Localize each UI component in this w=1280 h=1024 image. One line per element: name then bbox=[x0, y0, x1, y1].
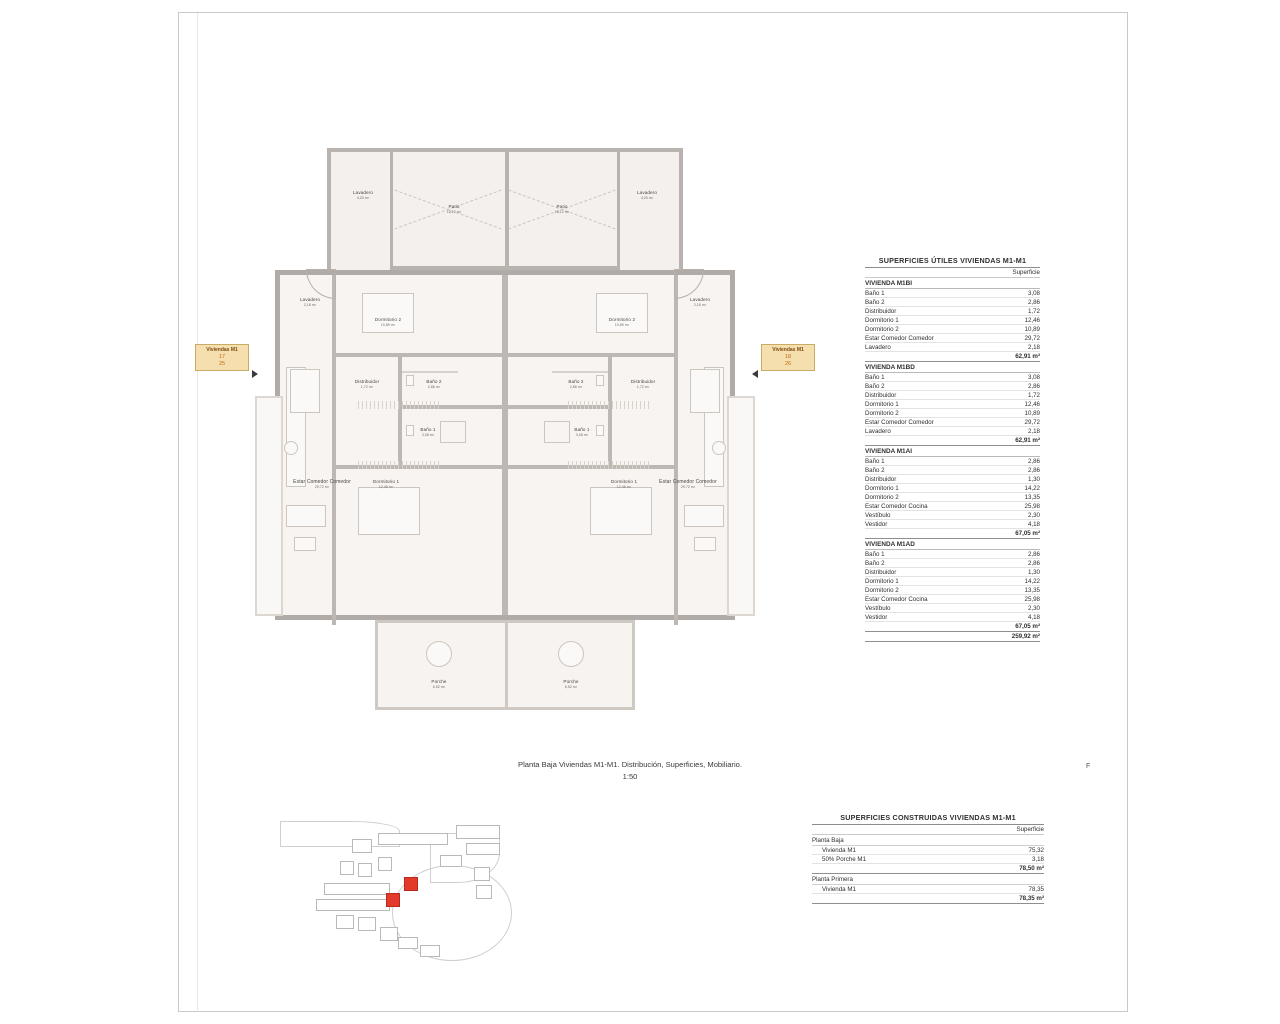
table-cell-label: Dormitorio 2 bbox=[865, 586, 899, 594]
table-cell-value: 75,32 bbox=[1028, 846, 1044, 854]
entry-arrow-left bbox=[252, 370, 258, 378]
table-construidas-section-header: Planta Baja bbox=[812, 835, 1044, 846]
table-row bbox=[865, 298, 1040, 307]
table-row bbox=[812, 885, 1044, 894]
table-cell-value: 2,86 bbox=[1027, 466, 1040, 474]
table-cell-label: Vestidor bbox=[865, 613, 888, 621]
label-lavadero-far-left: Lavadero 4,20 m² bbox=[353, 190, 373, 200]
terrace-left bbox=[255, 396, 283, 616]
table-cell-value: 4,18 bbox=[1027, 520, 1040, 528]
table-cell-value: 2,86 bbox=[1027, 298, 1040, 306]
table-cell-label: Estar Comedor Cocina bbox=[865, 502, 928, 510]
plan-caption bbox=[380, 760, 880, 781]
table-cell-label: Baño 2 bbox=[865, 298, 885, 306]
table-utiles-grand-total: 259,92 m² bbox=[865, 632, 1040, 642]
table-cell-label: 50% Porche M1 bbox=[822, 855, 867, 863]
table-construidas-section-header: Planta Primera bbox=[812, 874, 1044, 885]
table-cell-label: Dormitorio 1 bbox=[865, 316, 899, 324]
porch-block bbox=[375, 620, 635, 710]
label-bano1-right: Baño 1 3,08 m² bbox=[574, 427, 590, 437]
table-cell-label: Distribuidor bbox=[865, 568, 897, 576]
table-cell-label: Baño 1 bbox=[865, 457, 885, 465]
central-party-wall bbox=[502, 275, 508, 615]
table-row bbox=[865, 475, 1040, 484]
table-row bbox=[865, 373, 1040, 382]
label-estar-left: Estar Comedor Comedor 29,72 m² bbox=[293, 479, 351, 490]
table-cell-label: Vivienda M1 bbox=[822, 885, 856, 893]
table-row bbox=[865, 568, 1040, 577]
wall-right-bath-v bbox=[608, 357, 612, 467]
entry-tag-left bbox=[195, 344, 249, 371]
table-utiles-group-header: VIVIENDA M1AI bbox=[865, 446, 1040, 457]
table-cell-label: Dormitorio 2 bbox=[865, 493, 899, 501]
wall-left-bath-partition bbox=[402, 371, 458, 373]
table-utiles-title: SUPERFICIES ÚTILES VIVIENDAS M1-M1 bbox=[865, 256, 1040, 268]
table-cell-label: Lavadero bbox=[865, 427, 891, 435]
label-dorm1-right: Dormitorio 1 12,46 m² bbox=[610, 479, 638, 489]
table-row bbox=[865, 289, 1040, 298]
site-block-f bbox=[358, 863, 372, 877]
site-location-plan bbox=[280, 805, 580, 965]
table-cell-value: 10,89 bbox=[1024, 325, 1040, 333]
site-highlight-unit-1 bbox=[404, 877, 418, 891]
label-distribuidor-left: Distribuidor 1,72 m² bbox=[354, 379, 380, 389]
site-block-o bbox=[420, 945, 440, 957]
label-porche-left: Porche 6,52 m² bbox=[431, 679, 447, 689]
table-cell-value: 2,18 bbox=[1027, 427, 1040, 435]
table-cell-value: 2,30 bbox=[1027, 511, 1040, 519]
porch-table-left bbox=[426, 641, 452, 667]
table-cell-value: 25,98 bbox=[1024, 502, 1040, 510]
label-dorm2-left: Dormitorio 2 10,89 m² bbox=[374, 317, 402, 327]
table-cell-label: Distribuidor bbox=[865, 391, 897, 399]
table-row bbox=[865, 484, 1040, 493]
label-patio-left: Patio 18,12 m² bbox=[446, 204, 462, 214]
wardrobe-dorm1-right bbox=[568, 461, 652, 469]
table-row bbox=[865, 550, 1040, 559]
table-cell-label: Dormitorio 2 bbox=[865, 325, 899, 333]
entry-tag-right-title: Viviendas M1 bbox=[772, 347, 804, 353]
table-cell-value: 4,18 bbox=[1027, 613, 1040, 621]
site-block-e bbox=[340, 861, 354, 875]
entry-tag-left-n1: 17 bbox=[218, 353, 226, 360]
label-bano2-left: Baño 2 2,86 m² bbox=[426, 379, 442, 389]
site-block-q bbox=[476, 885, 492, 899]
sink-right bbox=[712, 441, 726, 455]
porch-divider bbox=[505, 623, 508, 707]
table-cell-value: 13,35 bbox=[1024, 586, 1040, 594]
table-utiles-body bbox=[865, 278, 1040, 632]
table-cell-value: 12,46 bbox=[1024, 400, 1040, 408]
table-superficies-construidas bbox=[812, 813, 1044, 904]
table-row bbox=[865, 502, 1040, 511]
table-utiles-group-header: VIVIENDA M1BI bbox=[865, 278, 1040, 289]
coffee-table-left bbox=[294, 537, 316, 551]
site-block-m bbox=[380, 927, 398, 941]
table-cell-label: Vestidor bbox=[865, 520, 888, 528]
table-row bbox=[865, 382, 1040, 391]
site-block-j bbox=[316, 899, 390, 911]
table-cell-value: 3,18 bbox=[1031, 855, 1044, 863]
table-cell-value: 2,18 bbox=[1027, 343, 1040, 351]
table-cell-value: 3,08 bbox=[1027, 289, 1040, 297]
entry-door-arc-right bbox=[674, 269, 704, 299]
table-superficies-utiles bbox=[865, 256, 1040, 642]
table-group-total: 67,05 m² bbox=[865, 622, 1040, 632]
entry-tag-left-n2: 25 bbox=[218, 360, 226, 367]
coffee-table-right bbox=[694, 537, 716, 551]
table-cell-label: Lavadero bbox=[865, 343, 891, 351]
bed-dorm1-right bbox=[590, 487, 652, 535]
main-building-body bbox=[275, 270, 735, 620]
bed-dorm2-left bbox=[362, 293, 414, 333]
sheet-border-line bbox=[197, 13, 198, 1013]
wardrobe-right bbox=[568, 401, 652, 409]
entry-tag-left-title: Viviendas M1 bbox=[206, 347, 238, 353]
site-block-h bbox=[440, 855, 462, 867]
table-utiles-group-header: VIVIENDA M1AD bbox=[865, 539, 1040, 550]
table-cell-value: 1,30 bbox=[1027, 475, 1040, 483]
wardrobe-dorm1-left bbox=[358, 461, 442, 469]
sofa-left bbox=[286, 505, 326, 527]
site-block-k bbox=[336, 915, 354, 929]
table-cell-label: Dormitorio 1 bbox=[865, 484, 899, 492]
table-cell-label: Baño 1 bbox=[865, 550, 885, 558]
sofa-right bbox=[684, 505, 724, 527]
table-cell-value: 2,30 bbox=[1027, 604, 1040, 612]
label-dorm1-left: Dormitorio 1 12,46 m² bbox=[372, 479, 400, 489]
bed-dorm2-right bbox=[596, 293, 648, 333]
table-row bbox=[865, 559, 1040, 568]
table-row bbox=[865, 307, 1040, 316]
label-bano2-right: Baño 2 2,86 m² bbox=[568, 379, 584, 389]
table-row bbox=[865, 586, 1040, 595]
table-row bbox=[865, 427, 1040, 436]
entry-arrow-right bbox=[752, 370, 758, 378]
table-row bbox=[865, 409, 1040, 418]
site-block-a bbox=[352, 839, 372, 853]
table-row bbox=[865, 457, 1040, 466]
table-cell-label: Baño 1 bbox=[865, 373, 885, 381]
label-lavadero-far-right: Lavadero 4,20 m² bbox=[637, 190, 657, 200]
site-block-p bbox=[474, 867, 490, 881]
table-row bbox=[865, 325, 1040, 334]
sheet-mark: F bbox=[1086, 763, 1091, 770]
table-cell-label: Vestíbulo bbox=[865, 511, 891, 519]
site-highlight-unit-2 bbox=[386, 893, 400, 907]
dining-table-left bbox=[290, 369, 320, 413]
table-row bbox=[865, 493, 1040, 502]
table-construidas-colheader: Superficie bbox=[812, 825, 1044, 835]
table-utiles-colheader: Superficie bbox=[865, 268, 1040, 278]
table-row bbox=[865, 343, 1040, 352]
table-cell-label: Distribuidor bbox=[865, 307, 897, 315]
table-cell-value: 14,22 bbox=[1024, 577, 1040, 585]
patio-divider-wall bbox=[505, 152, 509, 266]
caption-scale: 1:50 bbox=[622, 772, 638, 781]
table-cell-value: 2,86 bbox=[1027, 550, 1040, 558]
patio-block bbox=[327, 148, 683, 270]
table-cell-label: Estar Comedor Cocina bbox=[865, 595, 928, 603]
table-group-total: 62,91 m² bbox=[865, 436, 1040, 446]
table-row bbox=[865, 400, 1040, 409]
table-group-total: 62,91 m² bbox=[865, 352, 1040, 362]
floor-plan bbox=[206, 148, 804, 728]
lavadero-box-left bbox=[331, 152, 393, 274]
site-block-n bbox=[398, 937, 418, 949]
table-row bbox=[865, 577, 1040, 586]
table-row bbox=[865, 391, 1040, 400]
wall-left-estar-v bbox=[332, 357, 336, 625]
entry-tag-right-n2: 26 bbox=[784, 360, 792, 367]
table-row bbox=[812, 846, 1044, 855]
table-cell-label: Vestíbulo bbox=[865, 604, 891, 612]
caption-title: Planta Baja Viviendas M1-M1. Distribución, Superficies, Mobiliario. bbox=[518, 760, 742, 769]
dining-table-right bbox=[690, 369, 720, 413]
table-row bbox=[865, 511, 1040, 520]
table-row bbox=[865, 334, 1040, 343]
table-cell-label: Dormitorio 1 bbox=[865, 400, 899, 408]
table-utiles-group-header: VIVIENDA M1BD bbox=[865, 362, 1040, 373]
table-cell-value: 2,86 bbox=[1027, 382, 1040, 390]
table-cell-label: Estar Comedor Comedor bbox=[865, 334, 934, 342]
table-row bbox=[865, 316, 1040, 325]
label-estar-right: Estar Comedor Comedor 29,72 m² bbox=[659, 479, 717, 490]
table-cell-label: Dormitorio 2 bbox=[865, 409, 899, 417]
table-cell-label: Vivienda M1 bbox=[822, 846, 856, 854]
table-row bbox=[865, 595, 1040, 604]
sink-left bbox=[284, 441, 298, 455]
entry-tag-right bbox=[761, 344, 815, 371]
table-cell-value: 1,30 bbox=[1027, 568, 1040, 576]
porch-table-right bbox=[558, 641, 584, 667]
site-block-d bbox=[466, 843, 500, 855]
table-row bbox=[865, 604, 1040, 613]
table-row bbox=[812, 855, 1044, 864]
wall-left-bath-v bbox=[398, 357, 402, 467]
table-cell-value: 2,86 bbox=[1027, 457, 1040, 465]
wardrobe-left bbox=[358, 401, 442, 409]
table-row bbox=[865, 520, 1040, 529]
table-cell-value: 14,22 bbox=[1024, 484, 1040, 492]
site-block-b bbox=[378, 833, 448, 845]
label-distribuidor-right: Distribuidor 1,72 m² bbox=[630, 379, 656, 389]
table-cell-label: Dormitorio 1 bbox=[865, 577, 899, 585]
table-cell-label: Baño 2 bbox=[865, 466, 885, 474]
label-lavadero-left: Lavadero 2,18 m² bbox=[300, 297, 320, 307]
table-cell-value: 29,72 bbox=[1024, 334, 1040, 342]
table-cell-label: Baño 2 bbox=[865, 559, 885, 567]
label-patio-right: Patio 18,12 m² bbox=[554, 204, 570, 214]
table-construidas-body bbox=[812, 835, 1044, 904]
lavadero-box-right bbox=[617, 152, 679, 274]
table-cell-value: 1,72 bbox=[1027, 307, 1040, 315]
table-cell-label: Distribuidor bbox=[865, 475, 897, 483]
table-cell-label: Estar Comedor Comedor bbox=[865, 418, 934, 426]
entry-door-arc-left bbox=[306, 269, 336, 299]
table-row bbox=[865, 466, 1040, 475]
table-cell-value: 1,72 bbox=[1027, 391, 1040, 399]
wall-right-corridor-h bbox=[508, 353, 678, 357]
table-section-total: 78,50 m² bbox=[812, 864, 1044, 874]
table-construidas-title: SUPERFICIES CONSTRUIDAS VIVIENDAS M1-M1 bbox=[812, 813, 1044, 825]
table-cell-value: 12,46 bbox=[1024, 316, 1040, 324]
terrace-right bbox=[727, 396, 755, 616]
table-cell-value: 13,35 bbox=[1024, 493, 1040, 501]
label-bano1-left: Baño 1 3,08 m² bbox=[420, 427, 436, 437]
label-lavadero-right: Lavadero 2,18 m² bbox=[690, 297, 710, 307]
entry-tag-right-n1: 18 bbox=[784, 353, 792, 360]
site-block-i bbox=[324, 883, 390, 895]
table-cell-value: 25,98 bbox=[1024, 595, 1040, 603]
table-cell-value: 10,89 bbox=[1024, 409, 1040, 417]
table-cell-label: Baño 2 bbox=[865, 382, 885, 390]
site-block-l bbox=[358, 917, 376, 931]
table-cell-value: 78,35 bbox=[1028, 885, 1044, 893]
wall-right-estar-v bbox=[674, 357, 678, 625]
table-cell-value: 29,72 bbox=[1024, 418, 1040, 426]
site-block-c bbox=[456, 825, 500, 839]
table-section-total: 78,35 m² bbox=[812, 894, 1044, 904]
table-cell-value: 3,08 bbox=[1027, 373, 1040, 381]
table-cell-label: Baño 1 bbox=[865, 289, 885, 297]
table-group-total: 67,05 m² bbox=[865, 529, 1040, 539]
wall-right-bath-partition bbox=[552, 371, 608, 373]
site-block-g bbox=[378, 857, 392, 871]
table-cell-value: 2,86 bbox=[1027, 559, 1040, 567]
label-dorm2-right: Dormitorio 2 10,89 m² bbox=[608, 317, 636, 327]
label-porche-right: Porche 6,52 m² bbox=[563, 679, 579, 689]
bed-dorm1-left bbox=[358, 487, 420, 535]
table-row bbox=[865, 418, 1040, 427]
table-row bbox=[865, 613, 1040, 622]
wall-left-corridor-h bbox=[332, 353, 502, 357]
